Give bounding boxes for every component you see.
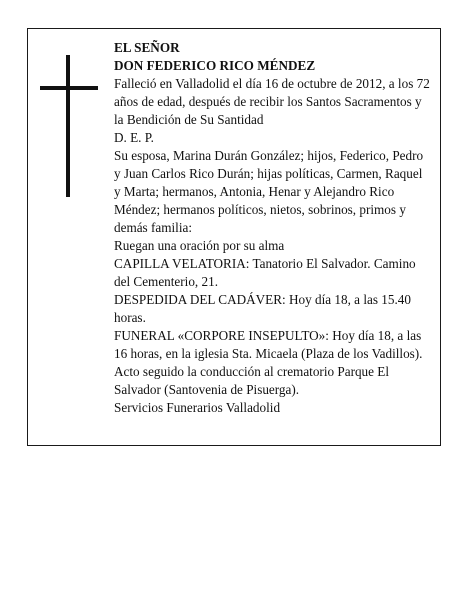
death-paragraph: Falleció en Valladolid el día 16 de octubre de 2012, a los 72 años de edad, después de recibir los Santos Sacramentos y la Bendición de Su Santidad <box>114 76 430 127</box>
deceased-name: DON FEDERICO RICO MÉNDEZ <box>114 58 316 73</box>
services-line: Servicios Funerarios Valladolid <box>114 400 281 415</box>
family-paragraph: Su esposa, Marina Durán González; hijos, Federico, Pedro y Juan Carlos Rico Durán; hijas políticas, Carmen, Raquel y Marta; hermanos, Antonia, Henar y Alejandro Rico Méndez; hermanos políticos, nietos, sobrinos, primos y demás familia: <box>114 148 424 235</box>
cross-vertical-bar <box>66 55 70 197</box>
title-line-1: EL SEÑOR <box>114 40 180 55</box>
prayer-line: Ruegan una oración por su alma <box>114 238 285 253</box>
obituary-text <box>114 39 432 417</box>
cross-horizontal-bar <box>40 86 98 90</box>
cross-icon <box>40 55 98 197</box>
funeral-paragraph: FUNERAL «CORPORE INSEPULTO»: Hoy día 18, a las 16 horas, en la iglesia Sta. Micaela (Plaza de los Vadillos). Acto seguido la conducción al crematorio Parque El Salvador (Santovenia de Pisuerga). <box>114 328 423 397</box>
chapel-paragraph: CAPILLA VELATORIA: Tanatorio El Salvador. Camino del Cementerio, 21. <box>114 256 416 289</box>
dep-line: D. E. P. <box>114 130 154 145</box>
farewell-paragraph: DESPEDIDA DEL CADÁVER: Hoy día 18, a las 15.40 horas. <box>114 292 411 325</box>
